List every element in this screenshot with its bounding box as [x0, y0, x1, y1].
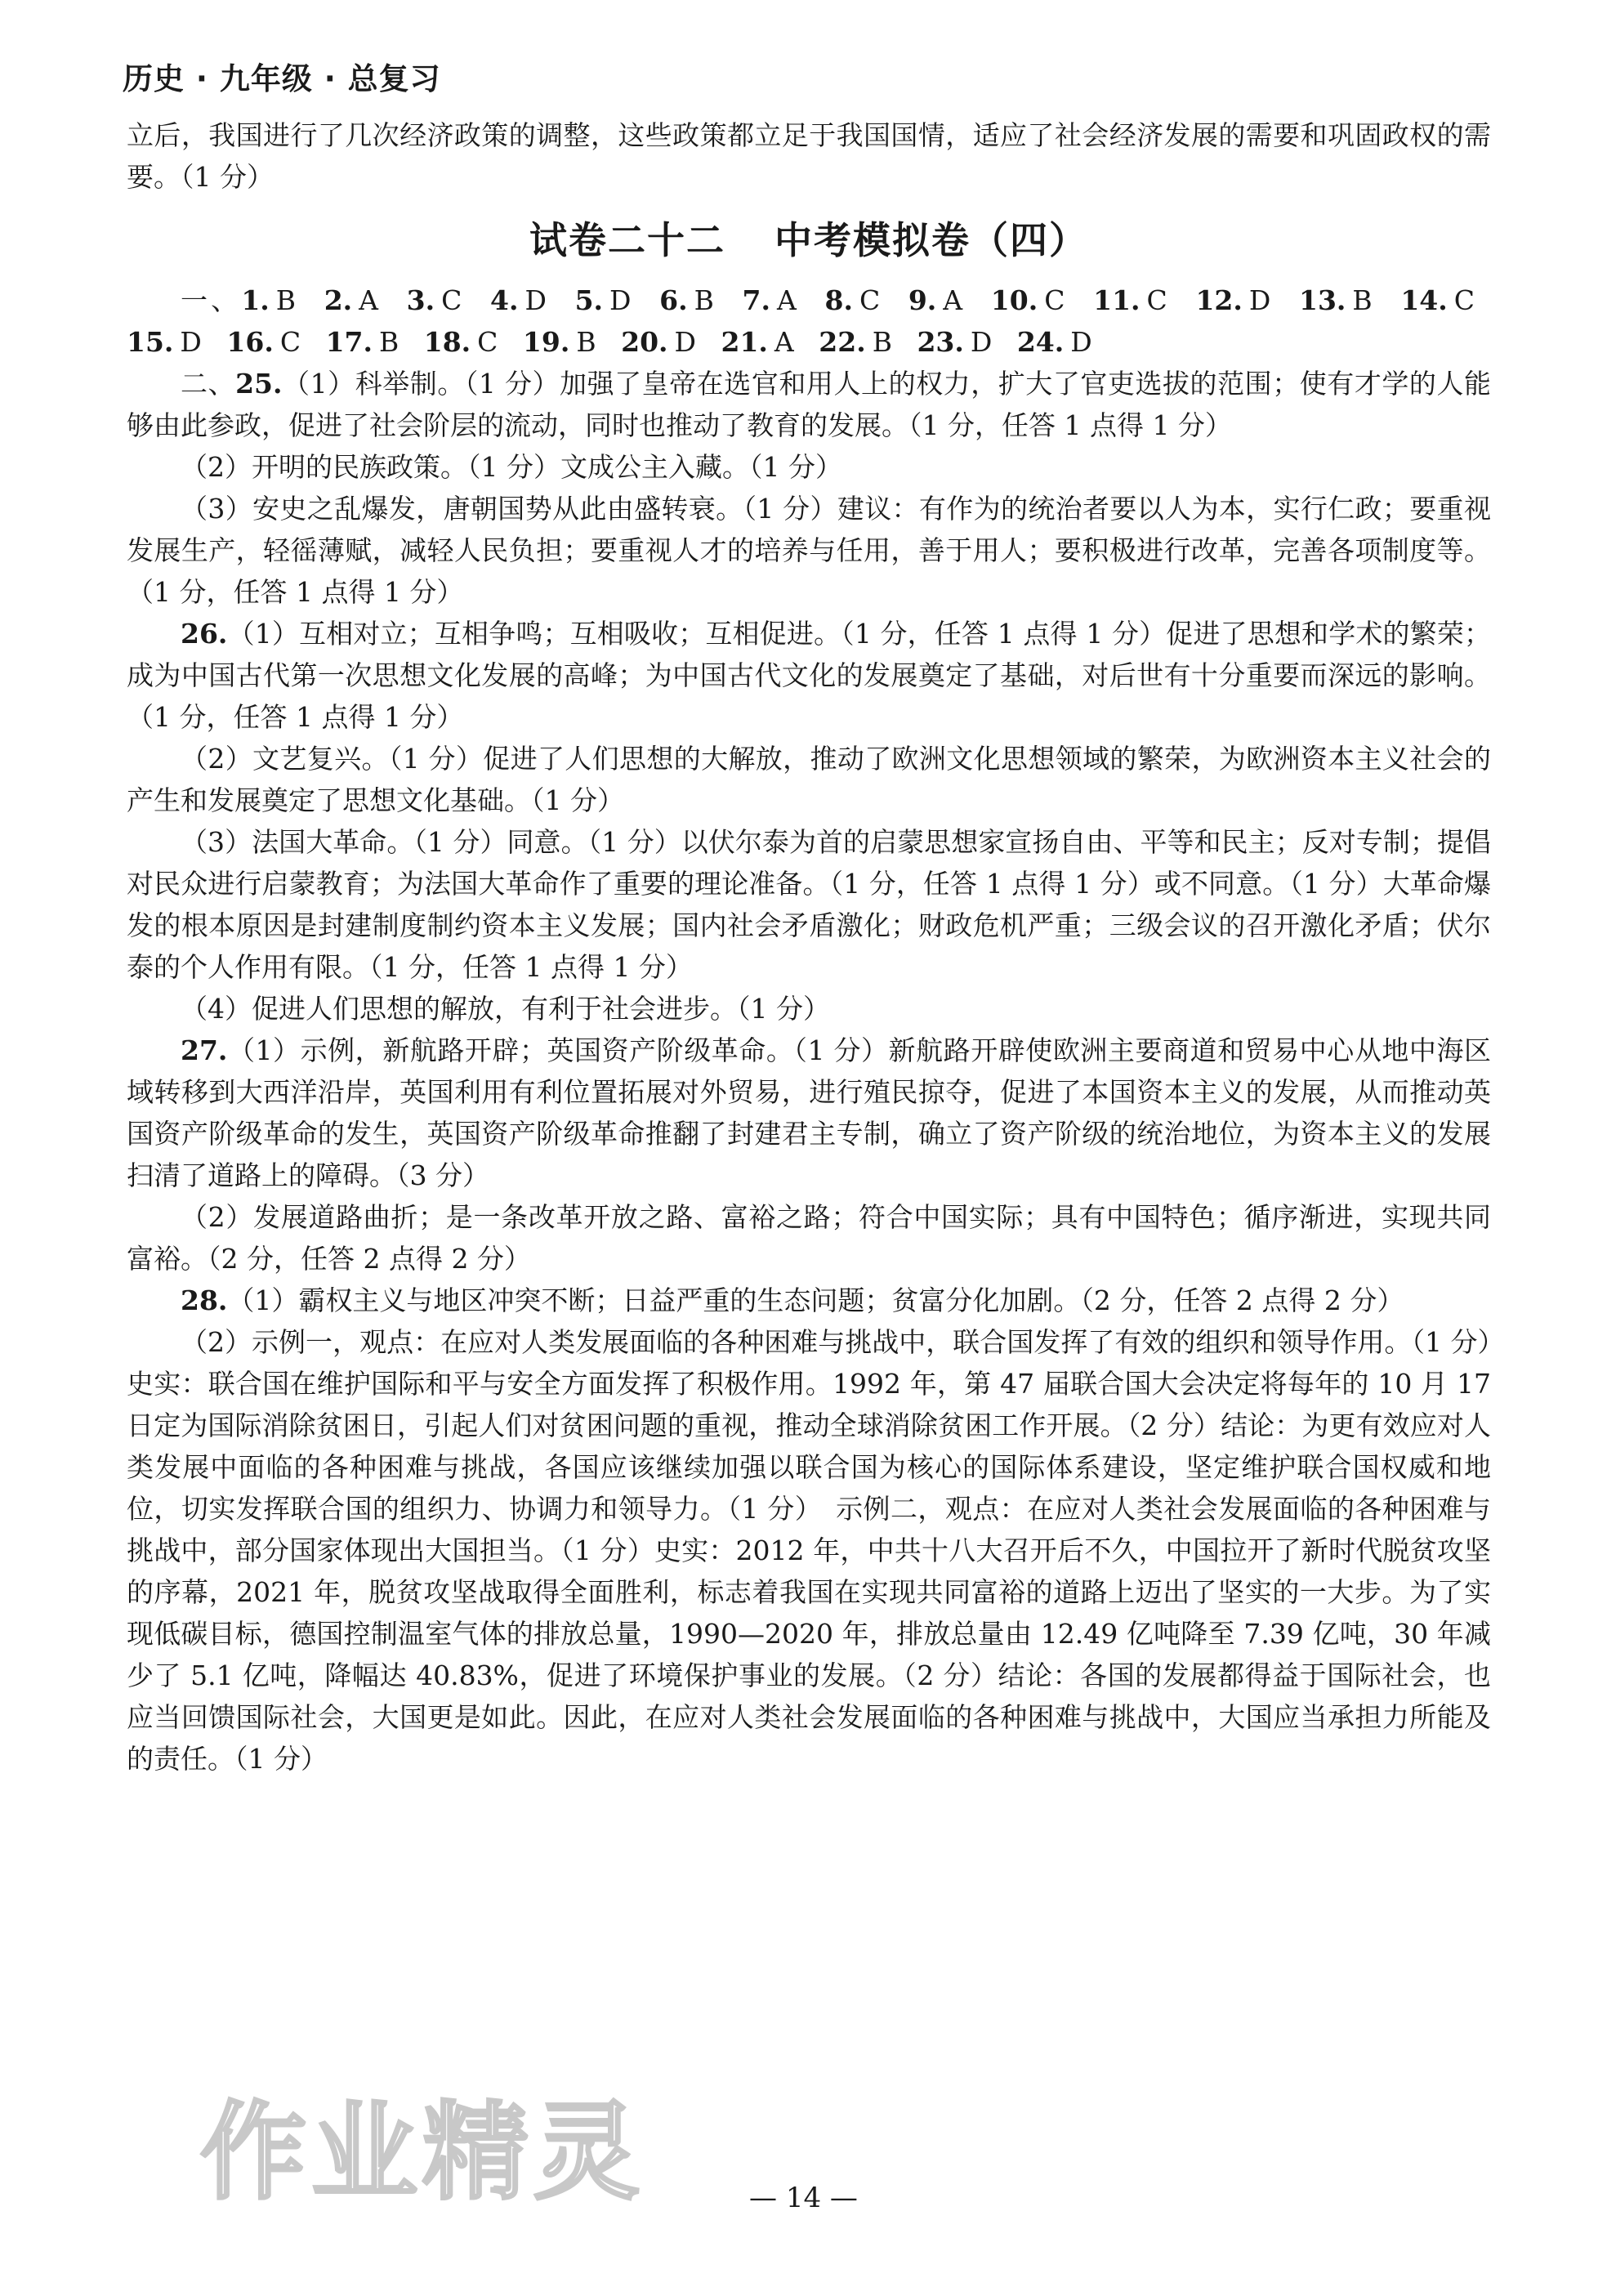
- question-number: 6.: [659, 284, 688, 316]
- answer-letter: D: [1070, 326, 1092, 358]
- question-number: 4.: [490, 284, 519, 316]
- answer-letter: C: [1044, 284, 1065, 316]
- question-number: 17.: [325, 326, 373, 358]
- q25-part3: （3）安史之乱爆发，唐朝国势从此由盛转衰。（1 分）建议：有作为的统治者要以人为本，实行仁政；要重视发展生产，轻徭薄赋，减轻人民负担；要重视人才的培养与任用，善于用人；要积极进行改革，完善各项制度等。（1 分，任答 1 点得 1 分）: [127, 493, 1491, 608]
- answer-letter: D: [970, 326, 993, 358]
- choice-answer: [1299, 284, 1373, 316]
- section-prefix: 一、: [181, 284, 242, 316]
- answer-letter: C: [441, 284, 462, 316]
- choice-answer: [991, 284, 1065, 316]
- question-number: 9.: [908, 284, 937, 316]
- answer-letter: B: [872, 326, 892, 358]
- answer-letter: A: [776, 284, 797, 316]
- running-header: 历史 · 九年级 · 总复习: [123, 61, 441, 96]
- q26-part3: （3）法国大革命。（1 分）同意。（1 分）以伏尔泰为首的启蒙思想家宣扬自由、平等和民主；反对专制；提倡对民众进行启蒙教育；为法国大革命作了重要的理论准备。（1 分，任答 1 点得 1 分）或不同意。（1 分）大革命爆发的根本原因是封建制度制约资本主义发展；国内社会矛盾激化；财政危机严重；三级会议的召开激化矛盾；伏尔泰的个人作用有限。（1 分，任答 1 点得 1 分）: [127, 826, 1491, 983]
- q28-part1: 28.（1）霸权主义与地区冲突不断；日益严重的生态问题；贫富分化加剧。（2 分，任答 2 点得 2 分）: [181, 1284, 1404, 1316]
- answer-letter: A: [943, 284, 963, 316]
- answer-letter: D: [180, 326, 202, 358]
- question-number: 3.: [406, 284, 435, 316]
- section-prefix: 二、: [181, 368, 236, 400]
- choice-answer: [1400, 284, 1475, 316]
- choice-answer: [1093, 284, 1167, 316]
- choice-answer: [659, 284, 714, 316]
- choice-answer: [1017, 326, 1092, 358]
- choice-answer: [324, 284, 378, 316]
- choice-answer: [575, 284, 632, 316]
- choice-answer: [908, 284, 962, 316]
- answer-letter: C: [859, 284, 881, 316]
- choice-answer: [326, 326, 400, 358]
- question-number: 10.: [990, 284, 1038, 316]
- answer-letter: D: [525, 284, 547, 316]
- question-number: 8.: [824, 284, 853, 316]
- q27-part2: （2）发展道路曲折；是一条改革开放之路、富裕之路；符合中国实际；具有中国特色；循序渐进，实现共同富裕。（2 分，任答 2 点得 2 分）: [127, 1201, 1491, 1275]
- watermark-logo: 作业精灵: [200, 2090, 645, 2214]
- question-number: 15.: [127, 326, 174, 358]
- question-number: 28.: [181, 1284, 228, 1316]
- choice-answer: [424, 326, 498, 358]
- answer-letter: C: [279, 326, 301, 358]
- question-number: 27.: [181, 1034, 228, 1066]
- question-number: 23.: [917, 326, 964, 358]
- choice-answer: [127, 326, 202, 358]
- answer-letter: D: [674, 326, 696, 358]
- q26-part2: （2）文艺复兴。（1 分）促进了人们思想的大解放，推动了欧洲文化思想领域的繁荣，为欧洲资本主义社会的产生和发展奠定了思想文化基础。（1 分）: [127, 743, 1491, 816]
- choice-answer: [226, 326, 301, 358]
- question-number: 7.: [742, 284, 770, 316]
- answer-letter: C: [477, 326, 498, 358]
- answer-letter: B: [576, 326, 596, 358]
- choice-answer: [917, 326, 992, 358]
- choice-answer: [1195, 284, 1270, 316]
- answers-list: [127, 284, 1491, 358]
- answer-letter: B: [694, 284, 714, 316]
- answer-letter: B: [275, 284, 297, 316]
- question-number: 2.: [324, 284, 353, 316]
- choice-answer: [819, 326, 892, 358]
- answer-letter: D: [609, 284, 632, 316]
- intro-paragraph: 立后，我国进行了几次经济政策的调整，这些政策都立足于我国国情，适应了社会经济发展的需要和巩固政权的需要。（1 分）: [127, 119, 1491, 193]
- question-number: 18.: [423, 326, 471, 358]
- question-number: 19.: [522, 326, 570, 358]
- choice-answer: [241, 284, 296, 316]
- choice-answer: [621, 326, 696, 358]
- q25-part1: 二、25.（1）科举制。（1 分）加强了皇帝在选官和用人上的权力，扩大了官吏选拔的范围；使有才学的人能够由此参政，促进了社会阶层的流动，同时也推动了教育的发展。（1 分，任答 1 点得 1 分）: [127, 368, 1492, 441]
- answer-letter: A: [359, 284, 378, 316]
- answer-content: [127, 114, 1491, 1780]
- q26-part4: （4）促进人们思想的解放，有利于社会进步。（1 分）: [181, 993, 830, 1025]
- question-number: 26.: [181, 618, 228, 650]
- choice-answer: [743, 284, 797, 316]
- choice-answer: [407, 284, 462, 316]
- question-number: 20.: [621, 326, 668, 358]
- question-number: 24.: [1016, 326, 1065, 358]
- page-number: — 14 —: [749, 2182, 858, 2214]
- answer-letter: C: [1453, 284, 1475, 316]
- question-number: 12.: [1195, 284, 1243, 316]
- question-number: 11.: [1093, 284, 1141, 316]
- question-number: 5.: [574, 284, 604, 316]
- q27-part1: 27.（1）示例，新航路开辟；英国资产阶级革命。（1 分）新航路开辟使欧洲主要商道和贸易中心从地中海区域转移到大西洋沿岸，英国利用有利位置拓展对外贸易，进行殖民掠夺，促进了本国资本主义的发展，从而推动英国资产阶级革命的发生，英国资产阶级革命推翻了封建君主专制，确立了资产阶级的统治地位，为资本主义的发展扫清了道路上的障碍。（3 分）: [127, 1034, 1491, 1191]
- choice-answer: [824, 284, 880, 316]
- question-number: 25.: [235, 368, 283, 400]
- exam-title-right: 中考模拟卷（四）: [774, 218, 1088, 262]
- choice-answer: [523, 326, 596, 358]
- question-number: 14.: [1400, 284, 1448, 316]
- exam-title: [127, 216, 1491, 265]
- question-number: 22.: [819, 326, 866, 358]
- multiple-choice-answers: [127, 279, 1491, 363]
- question-number: 1.: [241, 284, 270, 316]
- answer-letter: B: [378, 326, 400, 358]
- exam-title-left: 试卷二十二: [529, 218, 725, 262]
- question-number: 13.: [1299, 284, 1346, 316]
- choice-answer: [490, 284, 547, 316]
- q25-part2: （2）开明的民族政策。（1 分）文成公主入藏。（1 分）: [181, 451, 842, 483]
- answer-letter: B: [1352, 284, 1373, 316]
- question-number: 16.: [226, 326, 274, 358]
- question-number: 21.: [721, 326, 768, 358]
- answer-letter: C: [1146, 284, 1167, 316]
- q26-part1: 26.（1）互相对立；互相争鸣；互相吸收；互相促进。（1 分，任答 1 点得 1 分）促进了思想和学术的繁荣；成为中国古代第一次思想文化发展的高峰；为中国古代文化的发展奠定了基础，对后世有十分重要而深远的影响。（1 分，任答 1 点得 1 分）: [127, 618, 1491, 733]
- answer-letter: D: [1248, 284, 1271, 316]
- choice-answer: [721, 326, 794, 358]
- q28-part2: （2）示例一，观点：在应对人类发展面临的各种困难与挑战中，联合国发挥了有效的组织和领导作用。（1 分）史实：联合国在维护国际和平与安全方面发挥了积极作用。1992 年，第 47 届联合国大会决定将每年的 10 月 17 日定为国际消除贫困日，引起人们对贫困问题的重视，推动全球消除贫困工作开展。（2 分）结论：为更有效应对人类发展中面临的各种困难与挑战，各国应该继续加强以联合国为核心的国际体系建设，坚定维护联合国权威和地位，切实发挥联合国的组织力、协调力和领导力。（1 分） 示例二，观点：在应对人类社会发展面临的各种困难与挑战中，部分国家体现出大国担当。（1 分）史实：2012 年，中共十八大召开后不久，中国拉开了新时代脱贫攻坚的序幕，2021 年，脱贫攻坚战取得全面胜利，标志着我国在实现共同富裕的道路上迈出了坚实的一大步。为了实现低碳目标，德国控制温室气体的排放总量，1990—2020 年，排放总量由 12.49 亿吨降至 7.39 亿吨，30 年减少了 5.1 亿吨，降幅达 40.83%，促进了环境保护事业的发展。（2 分）结论：各国的发展都得益于国际社会，也应当回馈国际社会，大国更是如此。因此，在应对人类社会发展面临的各种困难与挑战中，大国应当承担力所能及的责任。（1 分）: [127, 1326, 1491, 1775]
- answer-letter: A: [774, 326, 794, 358]
